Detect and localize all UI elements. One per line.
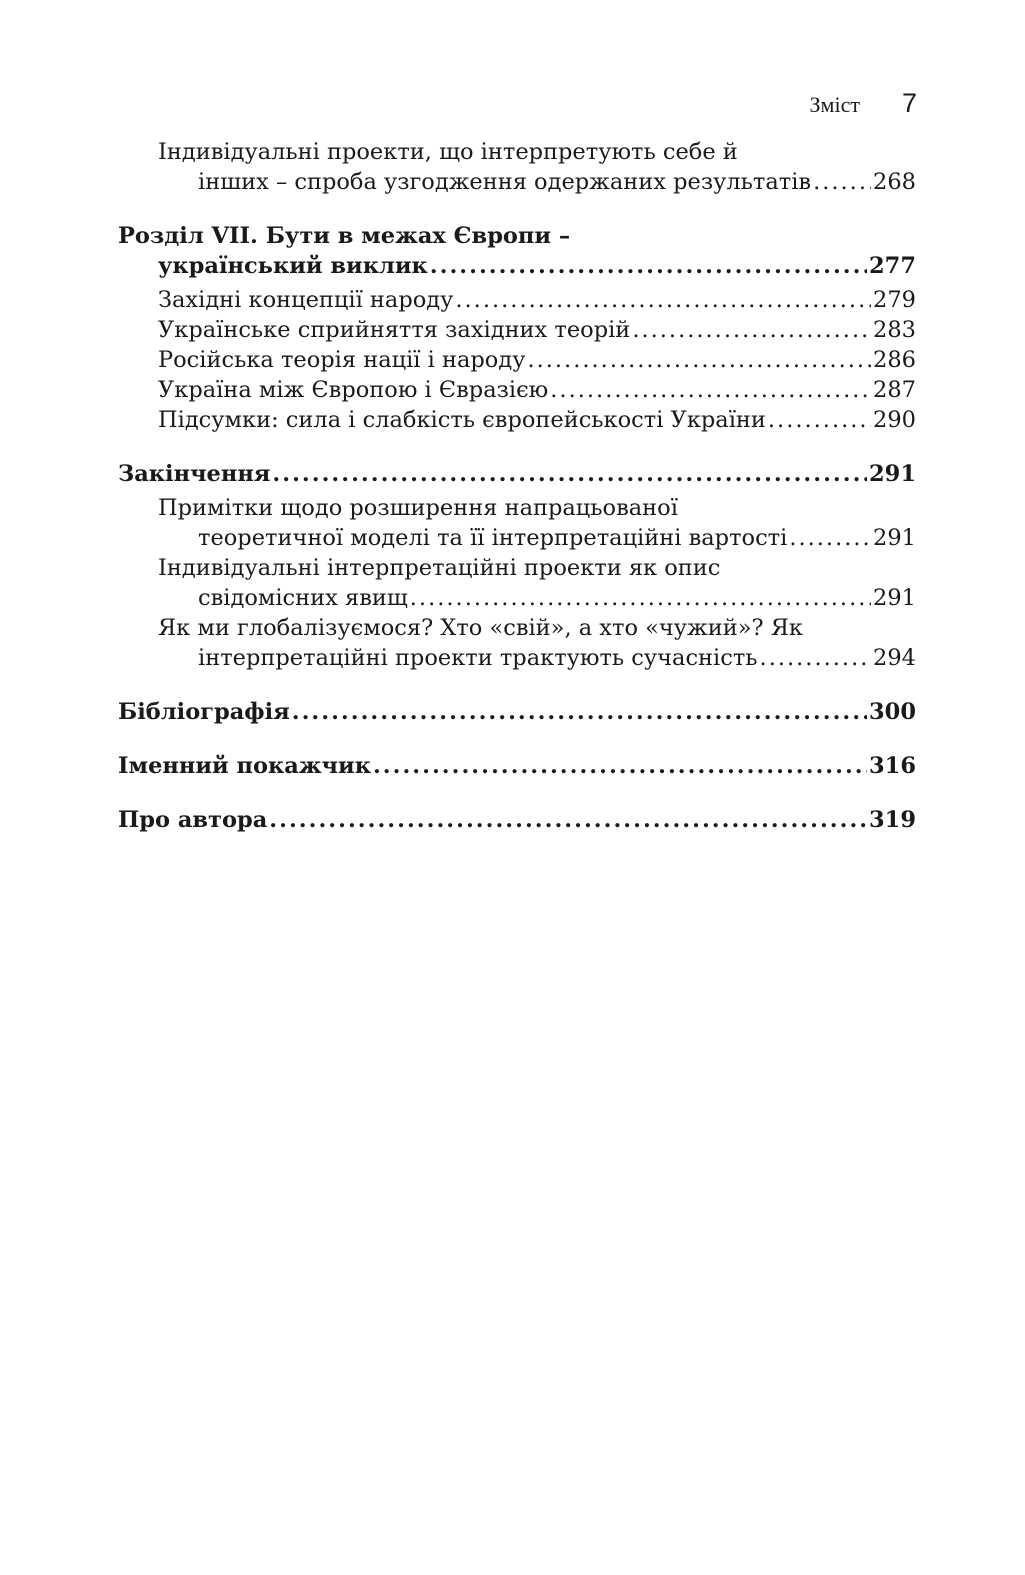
toc-entry[interactable] [118, 285, 916, 315]
toc-entry-title-line2: теоретичної моделі та її інтерпретаційні вартості [198, 525, 788, 551]
toc-page-number: 316 [869, 753, 916, 779]
toc-chapter[interactable] [118, 697, 916, 727]
toc-entry-title: Українське сприйняття західних теорій [158, 317, 631, 343]
toc-entry-title: Підсумки: сила і слабкість європейськості України [158, 407, 766, 433]
toc-page-number: 286 [873, 347, 916, 373]
toc-chapter[interactable] [118, 751, 916, 781]
toc-entry[interactable] [118, 137, 916, 197]
running-head-section: Зміст [809, 92, 860, 117]
toc-page-number: 291 [873, 525, 916, 551]
toc-leader-dots [632, 315, 871, 345]
toc-chapter[interactable] [118, 221, 916, 281]
toc-leader-dots [269, 805, 867, 835]
toc-chapter[interactable] [118, 805, 916, 835]
toc-entry-title-line1: Як ми глобалізуємося? Хто «свій», а хто «чужий»? Як [158, 615, 803, 641]
toc-entry-title-line2: свідомісних явищ [198, 585, 408, 611]
toc-entry-title-line1: Примітки щодо розширення напрацьованої [158, 495, 678, 521]
toc-page-number: 291 [869, 461, 916, 487]
running-head [810, 88, 917, 119]
toc-chapter-title: Бібліографія [118, 699, 290, 725]
toc-leader-dots [768, 405, 871, 435]
toc-leader-dots [760, 643, 872, 673]
toc-leader-dots [527, 345, 871, 375]
toc-entry[interactable] [118, 315, 916, 345]
toc-leader-dots [373, 751, 867, 781]
toc-page-number: 294 [873, 645, 916, 671]
toc-leader-dots [272, 459, 867, 489]
toc-entry-title: Україна між Європою і Євразією [158, 377, 549, 403]
toc-page-number: 319 [869, 807, 916, 833]
toc-leader-dots [550, 375, 871, 405]
toc-entry-title-line2: інших – спроба узгодження одержаних результатів [198, 169, 812, 195]
toc-entry[interactable] [118, 493, 916, 553]
toc-chapter-title-line2: український виклик [158, 253, 428, 279]
toc-leader-dots [813, 167, 871, 197]
toc-page-number: 290 [873, 407, 916, 433]
toc-page-number: 300 [869, 699, 916, 725]
toc-page-number: 283 [873, 317, 916, 343]
toc-entry[interactable] [118, 553, 916, 613]
toc-leader-dots [455, 285, 871, 315]
toc-leader-dots [430, 251, 867, 281]
toc-chapter-title: Про автора [118, 807, 268, 833]
toc-entry[interactable] [118, 613, 916, 673]
toc-page-number: 287 [873, 377, 916, 403]
toc-page-number: 268 [873, 169, 916, 195]
toc-entry-title-line1: Індивідуальні проекти, що інтерпретують себе й [158, 139, 738, 165]
toc-leader-dots [410, 583, 871, 613]
page-number: 7 [901, 88, 917, 118]
toc-entry-title: Західні концепції народу [158, 287, 454, 313]
toc-entry-title-line2: інтерпретаційні проекти трактують сучасність [198, 645, 758, 671]
table-of-contents [118, 137, 916, 835]
toc-entry-title-line1: Індивідуальні інтерпретаційні проекти як опис [158, 555, 721, 581]
toc-leader-dots [292, 697, 867, 727]
toc-leader-dots [789, 523, 871, 553]
toc-chapter-title: Закінчення [118, 461, 271, 487]
toc-entry[interactable] [118, 345, 916, 375]
toc-chapter[interactable] [118, 459, 916, 489]
toc-entry-title: Російська теорія нації і народу [158, 347, 526, 373]
toc-chapter-title: Іменний покажчик [118, 753, 371, 779]
toc-entry[interactable] [118, 405, 916, 435]
toc-entry[interactable] [118, 375, 916, 405]
toc-chapter-title-line1: Розділ VII. Бути в межах Європи – [118, 223, 571, 249]
toc-page-number: 277 [869, 253, 916, 279]
toc-page-number: 279 [873, 287, 916, 313]
toc-page-number: 291 [873, 585, 916, 611]
